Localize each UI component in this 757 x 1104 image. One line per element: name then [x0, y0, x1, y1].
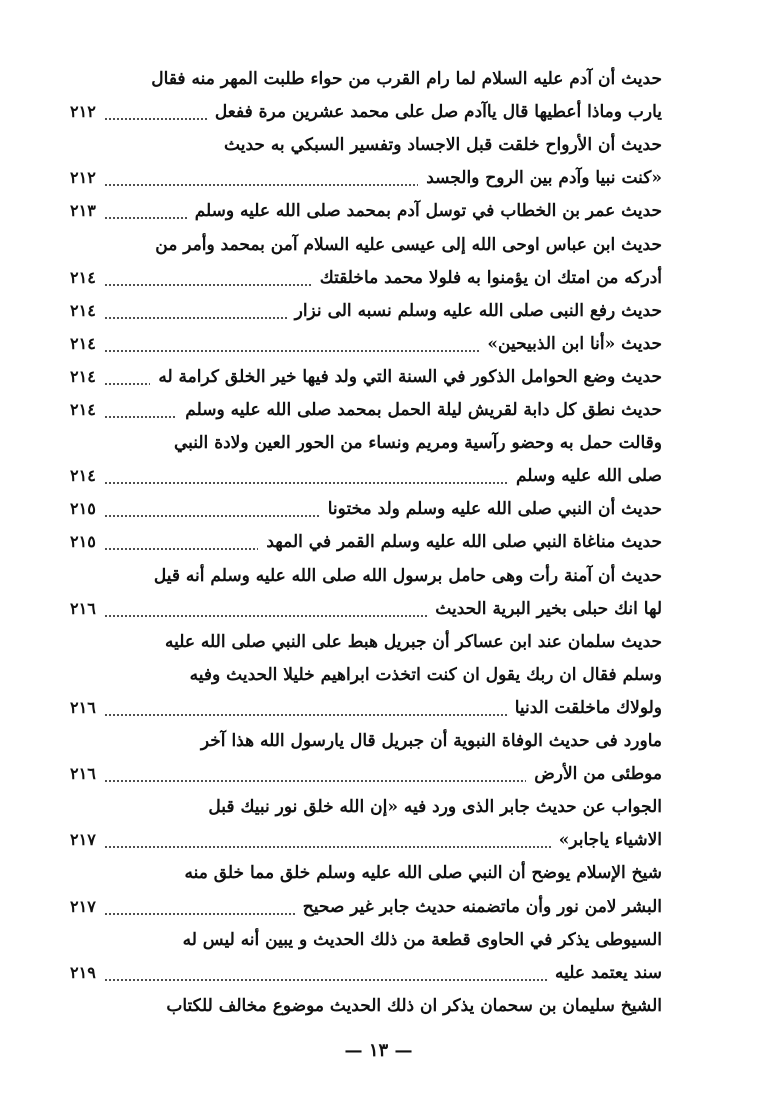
entry-page-number: ٢١٧ — [70, 830, 96, 849]
entry-page-number: ٢١٣ — [70, 201, 96, 220]
entry-text: شيخ الإسلام يوضح أن النبي صلى الله عليه وسلم خلق مما خلق منه — [184, 863, 662, 883]
entry-text: موطئى من الأرض — [534, 764, 662, 784]
index-entry-line — [70, 691, 662, 725]
entry-text: البشر لامن نور وأن ماتضمنه حديث جابر غير صحيح — [302, 897, 662, 917]
entry-text: حديث نطق كل دابة لقريش ليلة الحمل بمحمد صلى الله عليه وسلم — [185, 400, 662, 420]
index-entry-line — [70, 426, 662, 460]
index-entry-line — [70, 95, 662, 129]
entry-text: وسلم فقال ان ربك يقول ان كنت اتخذت ابراهيم خليلا الحديث وفيه — [189, 665, 662, 685]
entry-text: يارب وماذا أعطيها قال ياآدم صل على محمد عشرين مرة ففعل — [214, 102, 662, 122]
entry-text: حديث ابن عباس اوحى الله إلى عيسى عليه السلام آمن بمحمد وأمر من — [155, 235, 662, 255]
entry-text: حديث رفع النبى صلى الله عليه وسلم نسبه الى نزار — [294, 301, 662, 321]
entry-page-number: ٢١٥ — [70, 499, 96, 518]
entry-page-number: ٢١٢ — [70, 168, 96, 187]
entry-page-number: ٢١٢ — [70, 102, 96, 121]
index-entry-line — [70, 625, 662, 659]
page-number-footer: — ١٣ — — [344, 1040, 413, 1061]
entry-text: السيوطى يذكر في الحاوى قطعة من ذلك الحديث و يبين أنه ليس له — [182, 930, 662, 950]
entry-text: الجواب عن حديث جابر الذى ورد فيه «إن الله خلق نور نبيك قبل — [208, 797, 662, 817]
index-entry-line — [70, 393, 662, 427]
entry-text: لها انك حبلى بخير البرية الحديث — [435, 599, 662, 619]
index-entry-line — [70, 327, 662, 361]
index-entry-line — [70, 128, 662, 162]
entry-page-number: ٢١٤ — [70, 301, 96, 320]
entry-text: حديث وضع الحوامل الذكور في السنة التي ولد فيها خير الخلق كرامة له — [158, 367, 662, 387]
entry-page-number: ٢١٦ — [70, 764, 96, 783]
dot-leader — [104, 614, 428, 618]
index-entry-line — [70, 459, 662, 493]
entry-text: صلى الله عليه وسلم — [515, 466, 662, 486]
entry-page-number: ٢١٤ — [70, 268, 96, 287]
dot-leader — [104, 547, 259, 551]
dot-leader — [104, 978, 547, 982]
dot-leader — [104, 779, 526, 783]
index-entry-line — [70, 592, 662, 626]
index-entry-line — [70, 790, 662, 824]
entry-page-number: ٢١٩ — [70, 963, 96, 982]
dot-leader — [104, 349, 480, 353]
entry-text: حديث مناغاة النبي صلى الله عليه وسلم القمر في المهد — [266, 532, 662, 552]
dot-leader — [104, 183, 418, 187]
entry-text: حديث أن النبي صلى الله عليه وسلم ولد مختونا — [327, 499, 662, 519]
index-entry-line — [70, 228, 662, 262]
entry-text: وقالت حمل به وحضو رآسية ومريم ونساء من الحور العين ولادة النبي — [173, 433, 662, 453]
index-entry-line — [70, 161, 662, 195]
entry-text: حديث أن آمنة رأت وهى حامل برسول الله صلى الله عليه وسلم أنه قيل — [153, 566, 662, 586]
index-entry-line — [70, 658, 662, 692]
dot-leader — [104, 845, 551, 849]
index-entry-line — [70, 856, 662, 890]
entry-page-number: ٢١٤ — [70, 466, 96, 485]
index-entry-line — [70, 823, 662, 857]
dot-leader — [104, 117, 207, 121]
index-entry-line — [70, 559, 662, 593]
entry-text: ماورد فى حديث الوفاة النبوية أن جبريل قال يارسول الله هذا آخر — [200, 731, 662, 751]
index-entry-line — [70, 923, 662, 957]
entry-page-number: ٢١٧ — [70, 897, 96, 916]
entry-text: حديث سلمان عند ابن عساكر أن جبريل هبط على النبي صلى الله عليه — [164, 632, 662, 652]
index-entry-line — [70, 194, 662, 228]
entry-text: حديث أن آدم عليه السلام لما رام القرب من حواء طلبت المهر منه فقال — [151, 69, 662, 89]
entry-page-number: ٢١٤ — [70, 334, 96, 353]
index-entry-line — [70, 724, 662, 758]
entry-text: حديث «أنا ابن الذبيحين» — [487, 334, 662, 354]
entry-text: الاشياء ياجابر» — [558, 830, 662, 850]
dot-leader — [104, 316, 287, 320]
entry-text: ولولاك ماخلقت الدنيا — [514, 698, 662, 718]
entry-page-number: ٢١٦ — [70, 698, 96, 717]
index-entry-line — [70, 294, 662, 328]
index-entry-line — [70, 492, 662, 526]
entry-page-number: ٢١٦ — [70, 599, 96, 618]
entry-page-number: ٢١٤ — [70, 400, 96, 419]
entry-text: سند يعتمد عليه — [555, 963, 662, 983]
entry-text: حديث أن الأرواح خلقت قبل الاجساد وتفسير السبكي به حديث — [224, 135, 662, 155]
index-entry-line — [70, 62, 662, 96]
dot-leader — [104, 481, 508, 485]
dot-leader — [104, 216, 187, 220]
dot-leader — [104, 415, 178, 419]
entry-text: «كنت نبيا وآدم بين الروح والجسد — [426, 168, 662, 188]
index-entry-line — [70, 989, 662, 1023]
dot-leader — [104, 283, 312, 287]
dot-leader — [104, 912, 295, 916]
index-entry-line — [70, 956, 662, 990]
index-entry-line — [70, 360, 662, 394]
entry-text: الشيخ سليمان بن سحمان يذكر ان ذلك الحديث موضوع مخالف للكتاب — [166, 996, 662, 1016]
entry-text: أدركه من امتك ان يؤمنوا به فلولا محمد ماخلقتك — [319, 268, 662, 288]
entry-page-number: ٢١٥ — [70, 532, 96, 551]
dot-leader — [104, 514, 320, 518]
index-entry-line — [70, 757, 662, 791]
dot-leader — [104, 382, 151, 386]
entry-page-number: ٢١٤ — [70, 367, 96, 386]
entry-text: حديث عمر بن الخطاب في توسل آدم بمحمد صلى الله عليه وسلم — [194, 201, 662, 221]
index-entry-line — [70, 890, 662, 924]
dot-leader — [104, 713, 507, 717]
index-entry-line — [70, 525, 662, 559]
index-entry-line — [70, 261, 662, 295]
